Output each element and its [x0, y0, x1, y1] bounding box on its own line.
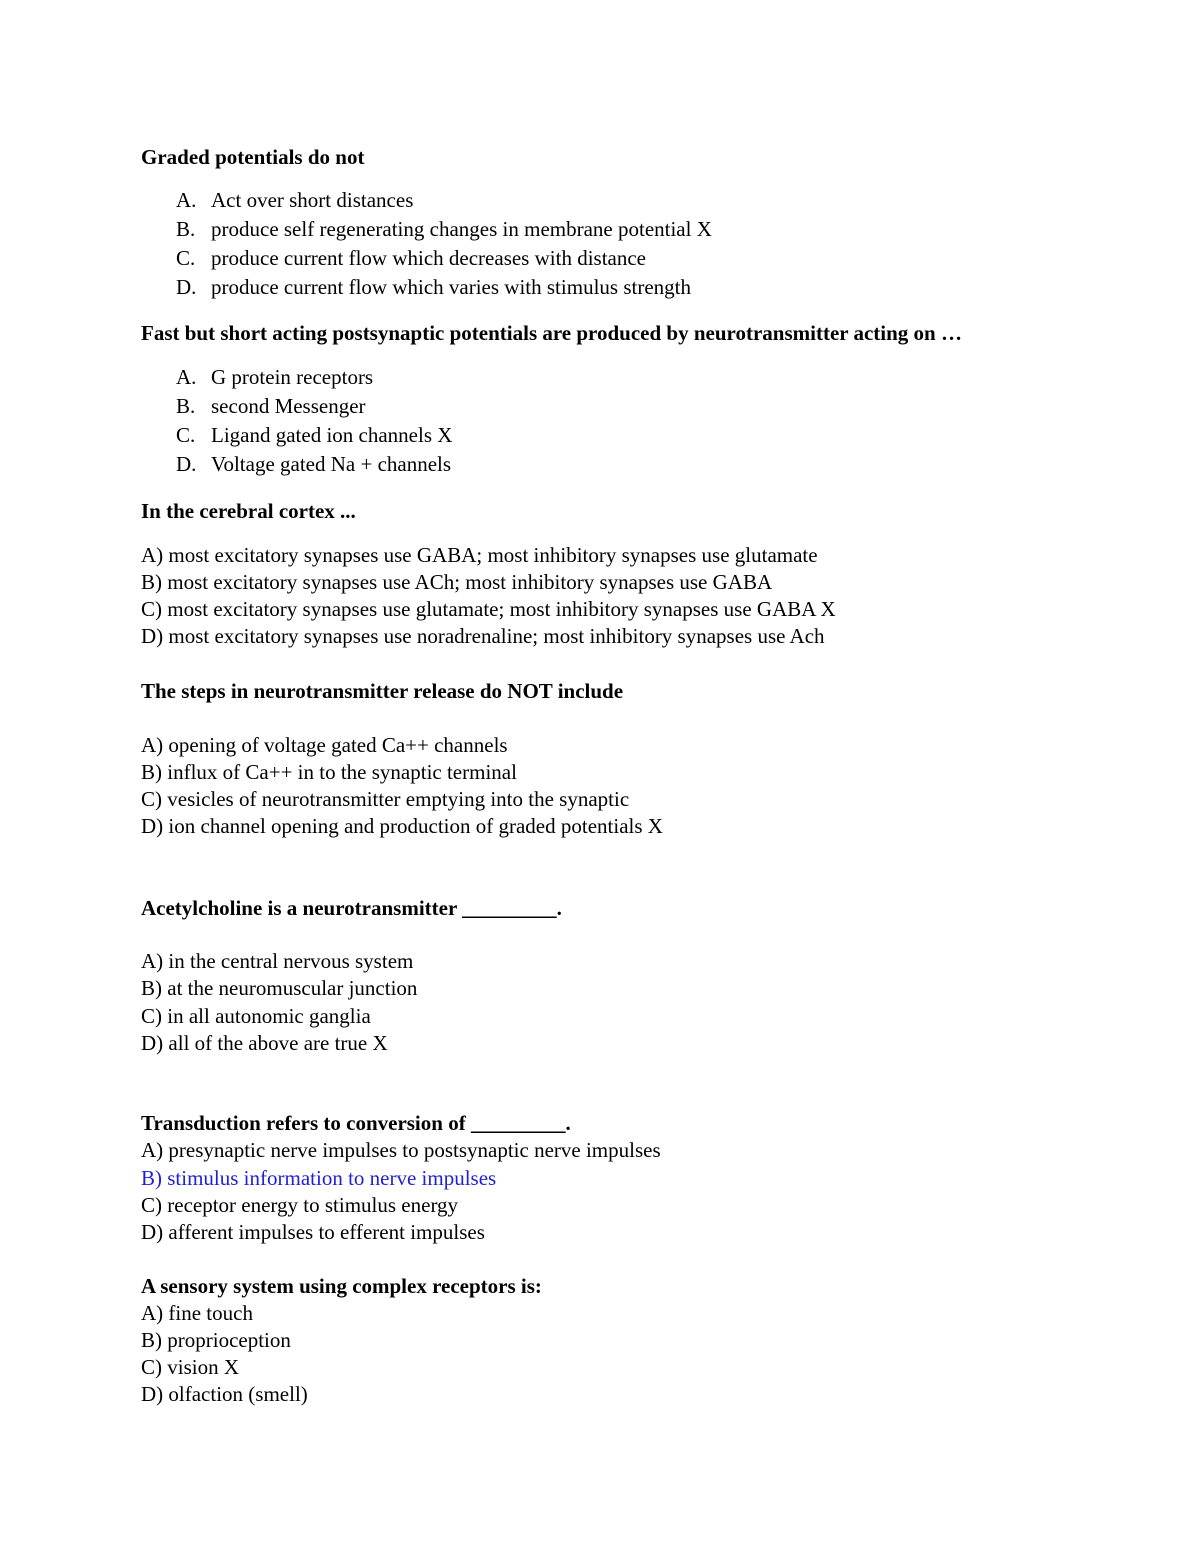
question-2-option-b [176, 396, 366, 417]
question-6-option-d: D) afferent impulses to efferent impulses [141, 1220, 485, 1244]
question-5-option-a: A) in the central nervous system [141, 949, 414, 973]
question-2-option-c [176, 425, 452, 446]
question-3-prompt: In the cerebral cortex ... [141, 499, 356, 523]
question-7-option-c: C) vision X [141, 1355, 240, 1379]
question-5-option-d: D) all of the above are true X [141, 1031, 388, 1055]
option-text: Voltage gated Na + channels [211, 452, 452, 476]
option-text: second Messenger [211, 394, 366, 418]
question-5-prompt: Acetylcholine is a neurotransmitter _________. [141, 896, 562, 920]
question-4-option-d: D) ion channel opening and production of graded potentials X [141, 814, 663, 838]
question-6-option-b: B) stimulus information to nerve impulses [141, 1166, 497, 1190]
question-3-option-b: B) most excitatory synapses use ACh; most inhibitory synapses use GABA [141, 570, 773, 594]
question-3-option-c: C) most excitatory synapses use glutamate; most inhibitory synapses use GABA X [141, 597, 836, 621]
question-7-option-a: A) fine touch [141, 1301, 253, 1325]
question-2-prompt: Fast but short acting postsynaptic potentials are produced by neurotransmitter acting on … [141, 321, 962, 345]
option-text: produce self regenerating changes in membrane potential X [211, 217, 712, 241]
question-4-option-a: A) opening of voltage gated Ca++ channels [141, 733, 508, 757]
question-3-option-d: D) most excitatory synapses use noradrenaline; most inhibitory synapses use Ach [141, 624, 825, 648]
option-text: produce current flow which decreases with distance [211, 246, 646, 270]
question-3-option-a: A) most excitatory synapses use GABA; most inhibitory synapses use glutamate [141, 543, 818, 567]
question-1-option-b [176, 219, 712, 240]
question-7-option-d: D) olfaction (smell) [141, 1382, 308, 1406]
question-5-option-b: B) at the neuromuscular junction [141, 976, 418, 1000]
option-letter: C. [176, 423, 196, 447]
option-text: produce current flow which varies with stimulus strength [211, 275, 691, 299]
question-1-option-c [176, 248, 646, 269]
question-2-option-d [176, 454, 451, 475]
option-text: Act over short distances [211, 188, 414, 212]
option-letter: D. [176, 452, 197, 476]
option-letter: A. [176, 365, 197, 389]
option-text: G protein receptors [211, 365, 374, 389]
question-6-option-a: A) presynaptic nerve impulses to postsynaptic nerve impulses [141, 1138, 661, 1162]
question-7-option-b: B) proprioception [141, 1328, 291, 1352]
question-1-option-a [176, 190, 413, 211]
question-6-prompt: Transduction refers to conversion of _________. [141, 1111, 571, 1135]
option-letter: B. [176, 394, 196, 418]
option-letter: A. [176, 188, 197, 212]
option-letter: B. [176, 217, 196, 241]
option-letter: D. [176, 275, 197, 299]
question-5-option-c: C) in all autonomic ganglia [141, 1004, 371, 1028]
question-1-option-d [176, 277, 691, 298]
option-text: Ligand gated ion channels X [211, 423, 453, 447]
question-4-option-c: C) vesicles of neurotransmitter emptying into the synaptic [141, 787, 630, 811]
question-1-prompt: Graded potentials do not [141, 145, 365, 169]
question-7-prompt: A sensory system using complex receptors is: [141, 1274, 542, 1298]
question-2-option-a [176, 367, 373, 388]
option-letter: C. [176, 246, 196, 270]
question-6-option-c: C) receptor energy to stimulus energy [141, 1193, 459, 1217]
question-4-option-b: B) influx of Ca++ in to the synaptic terminal [141, 760, 517, 784]
question-4-prompt: The steps in neurotransmitter release do NOT include [141, 679, 624, 703]
